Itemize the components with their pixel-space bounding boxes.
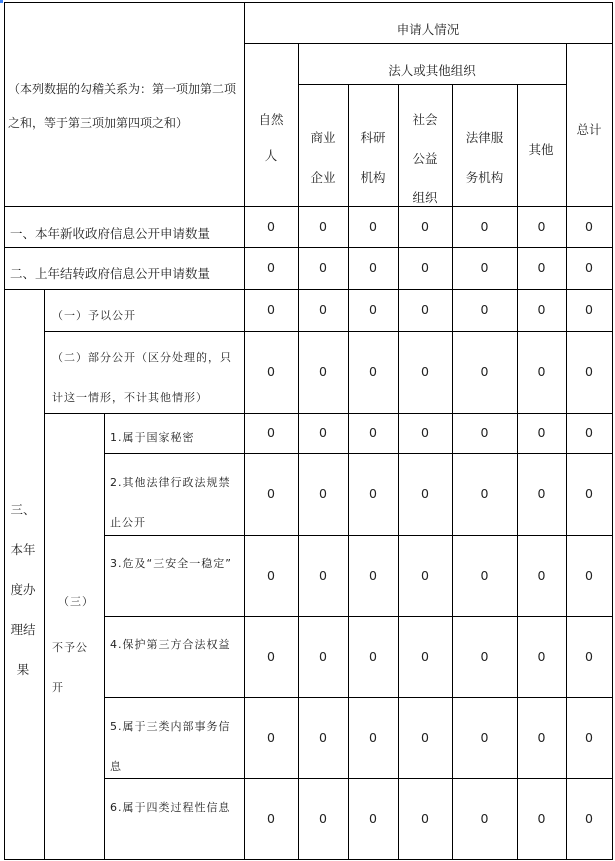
value-cell: 0 [585,425,593,440]
grid-line [4,206,613,207]
value-cell: 0 [537,302,546,317]
header-natural-person: 自然 人 [258,112,284,163]
value-cell: 0 [585,729,593,745]
value-cell: 0 [480,810,489,826]
value-cell: 0 [480,567,489,583]
value-cell: 0 [537,364,546,379]
header-legal-service: 法律服 务机构 [465,130,504,185]
grid-line [4,859,613,860]
value-cell: 0 [480,425,489,440]
grid-line [104,778,613,779]
value-cell: 0 [369,302,377,317]
grid-line [566,43,567,860]
value-cell: 0 [480,364,489,379]
value-cell: 0 [267,648,275,664]
grid-line [104,697,613,698]
value-cell: 0 [585,302,593,317]
value-cell: 0 [319,218,327,234]
value-cell: 0 [421,260,429,275]
grid-line [4,289,613,290]
value-cell: 0 [421,364,429,379]
value-cell: 0 [267,425,275,440]
row-state-secret: 1.属于国家秘密 [110,431,195,444]
value-cell: 0 [267,486,275,501]
value-cell: 0 [369,218,377,234]
value-cell: 0 [369,260,377,275]
value-cell: 0 [537,218,546,234]
grid-line [348,84,349,860]
value-cell: 0 [585,567,593,583]
value-cell: 0 [537,425,546,440]
value-cell: 0 [319,729,327,745]
value-cell: 0 [585,218,593,234]
value-cell: 0 [537,648,546,664]
value-cell: 0 [585,648,593,664]
grid-line [44,289,45,860]
row-carried-applications: 二、上年结转政府信息公开申请数量 [10,266,211,281]
value-cell: 0 [369,425,377,440]
grid-line [104,413,105,860]
header-legal-group: 法人或其他组织 [388,63,476,78]
value-cell: 0 [421,302,429,317]
value-cell: 0 [369,364,377,379]
value-cell: 0 [267,302,275,317]
grid-line [244,43,613,44]
value-cell: 0 [319,425,327,440]
value-cell: 0 [267,364,275,379]
grid-line [4,247,613,248]
value-cell: 0 [319,260,327,275]
grid-line [104,616,613,617]
value-cell: 0 [369,729,377,745]
value-cell: 0 [537,260,546,275]
value-cell: 0 [585,486,593,501]
grid-line [298,43,299,860]
row-security: 3.危及“三安全一稳定” [110,557,232,570]
header-research: 科研 机构 [360,130,386,185]
value-cell: 0 [369,648,377,664]
grid-line [244,2,245,860]
header-other: 其他 [528,142,554,157]
value-cell: 0 [480,486,489,501]
value-cell: 0 [421,648,429,664]
value-cell: 0 [585,364,593,379]
value-cell: 0 [319,567,327,583]
header-applicant: 申请人情况 [396,22,460,37]
grid-line [4,2,5,860]
row-law-prohibit: 2.其他法律行政法规禁止公开 [110,476,231,529]
value-cell: 0 [319,364,327,379]
row-internal-affairs: 5.属于三类内部事务信息 [110,720,231,773]
grid-line [517,84,518,860]
value-cell: 0 [267,218,275,234]
row-third-party: 4.保护第三方合法权益 [110,638,231,651]
value-cell: 0 [480,260,489,275]
grid-line [4,2,613,3]
value-cell: 0 [267,729,275,745]
section-three-label: 三、 本年 度办 理结 果 [10,502,36,677]
value-cell: 0 [537,729,546,745]
value-cell: 0 [369,810,377,826]
row-not-disclose-b: 不予公 开 [52,641,88,694]
value-cell: 0 [537,567,546,583]
value-cell: 0 [480,729,489,745]
corner-marker [0,0,3,3]
value-cell: 0 [537,486,546,501]
row-disclose: （一）予以公开 [52,309,136,322]
row-new-applications: 一、本年新收政府信息公开申请数量 [10,226,211,241]
value-cell: 0 [537,810,546,826]
value-cell: 0 [421,425,429,440]
value-cell: 0 [480,648,489,664]
value-cell: 0 [421,218,429,234]
header-note: （本列数据的勾稽关系为：第一项加第二项之和，等于第三项加第四项之和） [8,82,237,130]
value-cell: 0 [267,260,275,275]
grid-line [44,413,613,414]
value-cell: 0 [369,486,377,501]
value-cell: 0 [319,486,327,501]
grid-line [452,84,453,860]
value-cell: 0 [480,302,489,317]
value-cell: 0 [267,567,275,583]
value-cell: 0 [421,729,429,745]
header-business: 商业 企业 [310,130,336,185]
header-public-interest: 社会 公益 组织 [412,112,438,205]
value-cell: 0 [421,486,429,501]
value-cell: 0 [421,810,429,826]
grid-line [298,84,567,85]
grid-line [44,331,613,332]
row-process-info: 6.属于四类过程性信息 [110,801,231,814]
grid-line [612,2,613,860]
grid-line [104,453,613,454]
value-cell: 0 [369,567,377,583]
value-cell: 0 [421,567,429,583]
grid-line [398,84,399,860]
grid-line [104,535,613,536]
value-cell: 0 [480,218,489,234]
row-not-disclose-a: （三） [58,595,94,608]
value-cell: 0 [319,810,327,826]
header-total: 总计 [576,122,602,137]
value-cell: 0 [319,302,327,317]
value-cell: 0 [267,810,275,826]
row-partial-disclose: （二）部分公开（区分处理的，只计这一情形，不计其他情形） [52,351,232,404]
value-cell: 0 [585,260,593,275]
value-cell: 0 [585,810,593,826]
value-cell: 0 [319,648,327,664]
